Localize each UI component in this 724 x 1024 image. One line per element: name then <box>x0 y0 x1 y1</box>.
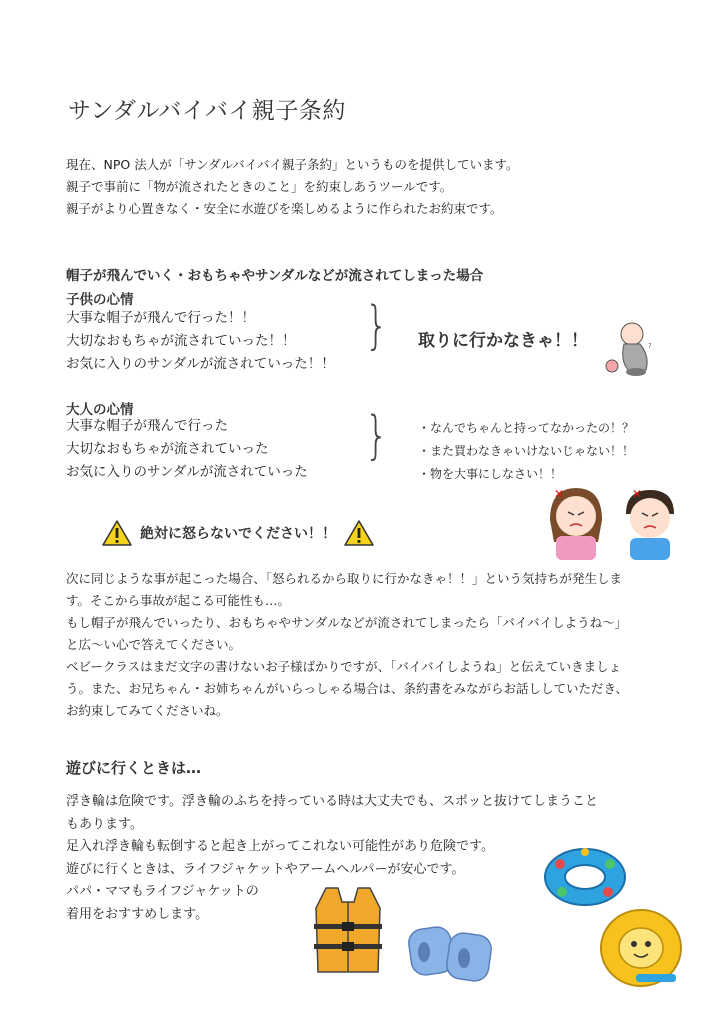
adult-responses <box>418 417 634 486</box>
page-title: サンダルバイバイ親子条約 <box>68 98 346 124</box>
section1-heading: 帽子が飛んでいく・おもちゃやサンダルなどが流されてしまった場合 <box>66 268 484 284</box>
child-crouching-illustration <box>600 318 666 380</box>
explanation-line: お約束してみてくださいね。 <box>66 703 229 718</box>
child-response: 取りに行かなきゃ！！ <box>418 331 588 351</box>
child-feelings-label: 子供の心情 <box>66 292 134 308</box>
adult-line: お気に入りのサンダルが流されていった <box>66 464 308 480</box>
section2-line: 足入れ浮き輪も転倒すると起き上がってこれない可能性があり危険です。 <box>66 839 494 854</box>
intro-line: 親子で事前に「物が流されたときのこと」を約束しあうツールです。 <box>66 179 453 194</box>
intro-line: 親子がより心置きなく・安全に水遊びを楽しめるように作られたお約束です。 <box>66 201 503 216</box>
adult-response: ・また買わなきゃいけないじゃない！！ <box>418 444 635 458</box>
section2-line: パパ・ママもライフジャケットの <box>66 884 259 899</box>
angry-children-illustration <box>540 482 690 562</box>
warning-icon <box>102 520 132 546</box>
adult-response: ・なんでちゃんと持ってなかったの！？ <box>418 421 635 435</box>
warning-banner <box>102 520 374 546</box>
svg-text:✕: ✕ <box>554 487 565 501</box>
section2-line: 遊びに行くときは、ライフジャケットやアームヘルパーが安心です。 <box>66 861 465 877</box>
explanation-line: す。そこから事故が起こる可能性も…。 <box>66 593 291 608</box>
explanation-paragraph <box>66 568 628 722</box>
life-jacket-illustration <box>308 882 388 980</box>
explanation-line: もし帽子が飛んでいったり、おもちゃやサンダルなどが流されてしまったら「バイバイしようね～」 <box>66 615 628 630</box>
arm-float-illustration <box>406 918 496 990</box>
brace-right: } <box>364 406 389 466</box>
section2-heading: 遊びに行くときは… <box>66 759 202 777</box>
baby-float-illustration <box>596 904 686 990</box>
svg-text:?: ? <box>648 342 652 350</box>
child-line: 大事な帽子が飛んで行った！！ <box>66 310 255 326</box>
section2-line: 着用をおすすめします。 <box>66 906 209 922</box>
intro-paragraph <box>66 154 518 220</box>
warning-icon <box>344 520 374 546</box>
adult-feelings-label: 大人の心情 <box>66 402 134 418</box>
adult-response: ・物を大事にしなさい！！ <box>418 467 563 481</box>
warning-text: 絶対に怒らないでください！！ <box>140 526 336 542</box>
child-line: お気に入りのサンダルが流されていった！！ <box>66 356 335 372</box>
explanation-line: 次に同じような事が起こった場合、「怒られるから取りに行かなきゃ！！」という気持ちが発生しま <box>66 571 623 586</box>
intro-line: 現在、NPO 法人が「サンダルバイバイ親子条約」というものを提供しています。 <box>66 157 519 172</box>
brace-right: } <box>364 296 389 356</box>
child-line: 大切なおもちゃが流されていった！！ <box>66 333 296 349</box>
adult-feelings-list <box>66 415 308 484</box>
explanation-line: ベビークラスはまだ文字の書けないお子様ばかりですが、「バイバイしようね」と伝えていきましょ <box>66 659 622 674</box>
explanation-line: う。また、お兄ちゃん・お姉ちゃんがいらっしゃる場合は、条約書をみながらお話ししていただき、 <box>66 681 629 696</box>
adult-line: 大切なおもちゃが流されていった <box>66 441 269 457</box>
section2-line: 浮き輪は危険です。浮き輪のふちを持っている時は大丈夫でも、スポッと抜けてしまうこと <box>66 794 598 809</box>
section2-line: もあります。 <box>66 816 143 832</box>
explanation-line: と広～い心で答えてください。 <box>66 637 242 652</box>
swim-ring-illustration <box>540 842 630 912</box>
child-feelings-list <box>66 307 335 376</box>
svg-text:✕: ✕ <box>632 487 643 501</box>
adult-line: 大事な帽子が飛んで行った <box>66 418 228 434</box>
